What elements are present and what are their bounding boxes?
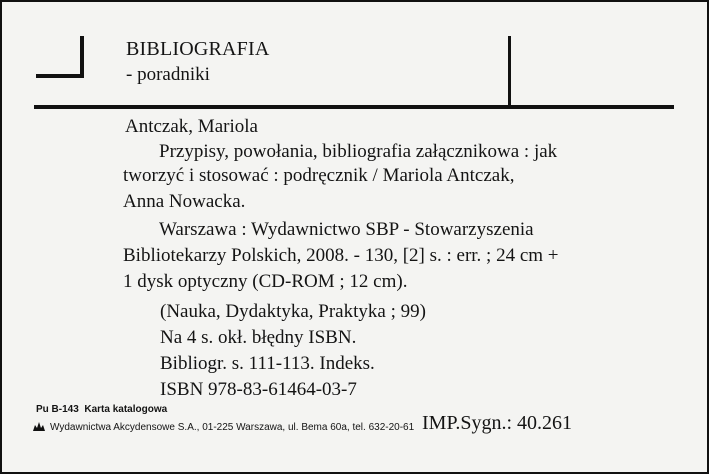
header-divider-horizontal: [34, 105, 674, 109]
title-line-3: Anna Nowacka.: [123, 191, 246, 212]
imprint-line-2: Bibliotekarzy Polskich, 2008. - 130, [2] s. : err. ; 24 cm +: [123, 245, 559, 266]
series-statement: (Nauka, Dydaktyka, Praktyka ; 99): [160, 301, 426, 322]
title-line-2: tworzyć i stosować : podręcznik / Mariola Antczak,: [123, 165, 515, 186]
call-number: IMP.Sygn.: 40.261: [422, 412, 573, 434]
form-code: Pu B-143: [36, 404, 79, 415]
form-name: Karta katalogowa: [84, 404, 168, 415]
imprint-line-3: 1 dysk optyczny (CD-ROM ; 12 cm).: [123, 271, 408, 292]
note-bibliography: Bibliogr. s. 111-113. Indeks.: [160, 353, 375, 374]
subject-subheading: - poradniki: [126, 64, 210, 85]
isbn: ISBN 978-83-61464-03-7: [160, 379, 357, 400]
imprint-line-1: Warszawa : Wydawnictwo SBP - Stowarzyszenia: [159, 219, 534, 240]
title-line-1: Przypisy, powołania, bibliografia załącznikowa : jak: [159, 141, 558, 162]
header-divider-vertical: [508, 36, 511, 106]
publisher-logo-icon: [32, 420, 46, 432]
corner-mark-horizontal: [36, 74, 84, 78]
form-stamp: [36, 404, 167, 415]
corner-mark-vertical: [80, 36, 84, 78]
publisher-line: Wydawnictwa Akcydensowe S.A., 01-225 Warszawa, ul. Bema 60a, tel. 632-20-61: [50, 422, 415, 433]
author: Antczak, Mariola: [125, 116, 258, 137]
note-isbn-error: Na 4 s. okł. błędny ISBN.: [160, 327, 357, 348]
subject-heading: BIBLIOGRAFIA: [126, 38, 270, 60]
